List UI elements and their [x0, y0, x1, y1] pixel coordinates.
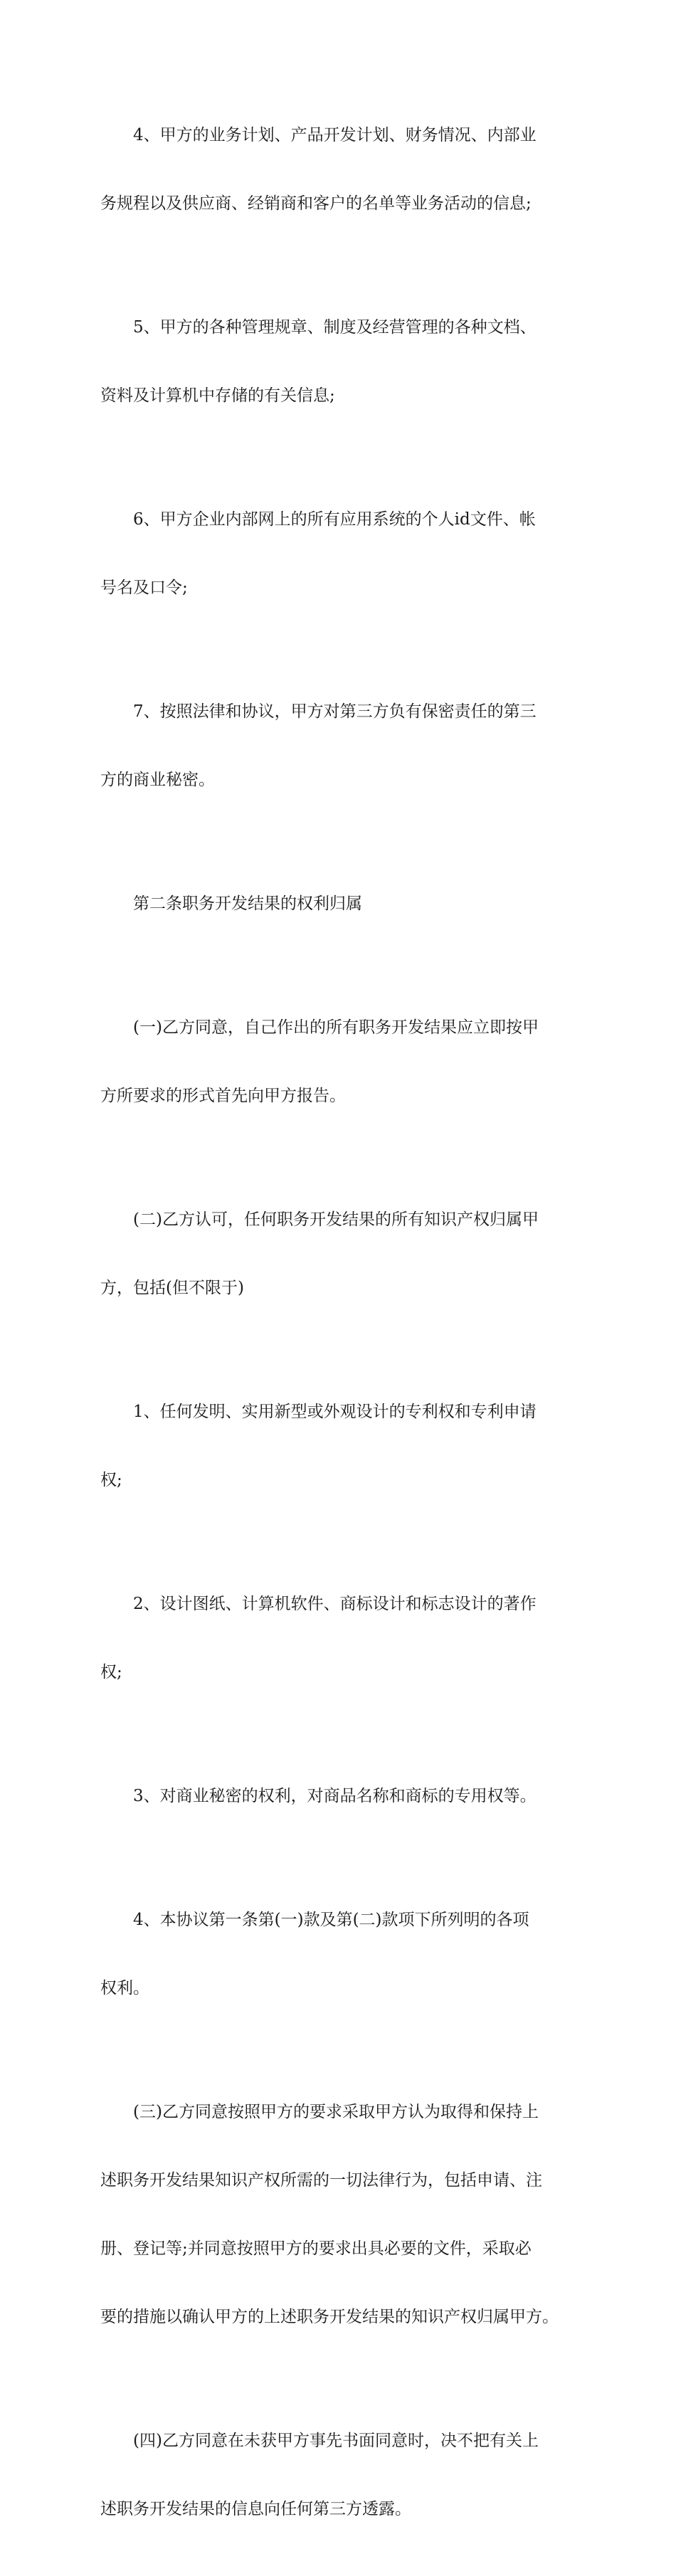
paragraph-line: (二)乙方认可，任何职务开发结果的所有知识产权归属甲	[133, 1210, 539, 1229]
paragraph-line: 号名及口令;	[100, 579, 188, 597]
paragraph-line: 1、任何发明、实用新型或外观设计的专利权和专利申请	[133, 1403, 537, 1421]
paragraph-line: 务规程以及供应商、经销商和客户的名单等业务活动的信息;	[100, 194, 532, 213]
paragraph-line: (三)乙方同意按照甲方的要求采取甲方认为取得和保持上	[133, 2103, 539, 2121]
paragraph-clause-4-non-disclosure	[100, 2384, 591, 2566]
paragraph-line: 要的措施以确认甲方的上述职务开发结果的知识产权归属甲方。	[100, 2308, 559, 2326]
paragraph-line: 权;	[100, 1663, 122, 1682]
paragraph-line: 方所要求的形式首先向甲方报告。	[100, 1087, 346, 1105]
paragraph-item-6-intranet-accounts	[100, 463, 591, 645]
paragraph-line: 述职务开发结果知识产权所需的一切法律行为，包括申请、注	[100, 2171, 542, 2190]
paragraph-item-4-business-plans	[100, 78, 591, 260]
paragraph-line: 权利。	[100, 1979, 149, 1997]
paragraph-line: 5、甲方的各种管理规章、制度及经营管理的各种文档、	[133, 318, 537, 337]
paragraph-clause-1-report	[100, 971, 591, 1153]
paragraph-line: 7、按照法律和协议，甲方对第三方负有保密责任的第三	[133, 702, 537, 721]
paragraph-line: 权;	[100, 1471, 122, 1489]
paragraph-item-4-listed-rights	[100, 1863, 591, 2045]
paragraph-clause-3-legal-acts	[100, 2055, 591, 2374]
section-heading-article-2	[100, 847, 591, 961]
paragraph-line: 2、设计图纸、计算机软件、商标设计和标志设计的著作	[133, 1595, 537, 1613]
paragraph-line: (四)乙方同意在未获甲方事先书面同意时，决不把有关上	[133, 2432, 539, 2450]
section-heading: 第二条职务开发结果的权利归属	[133, 894, 362, 913]
paragraph-line: 资料及计算机中存储的有关信息;	[100, 386, 335, 405]
paragraph-line: 方，包括(但不限于)	[100, 1279, 244, 1297]
paragraph-line: 4、本协议第一条第(一)款及第(二)款项下所列明的各项	[133, 1911, 529, 1929]
paragraph-item-5-management-rules	[100, 270, 591, 453]
paragraph-item-2-copyright	[100, 1547, 591, 1729]
paragraph-line: (一)乙方同意，自己作出的所有职务开发结果应立即按甲	[133, 1018, 539, 1037]
paragraph-line: 册、登记等;并同意按照甲方的要求出具必要的文件，采取必	[100, 2239, 532, 2258]
paragraph-clause-2-ownership	[100, 1163, 591, 1345]
paragraph-line: 6、甲方企业内部网上的所有应用系统的个人id文件、帐	[133, 510, 536, 529]
paragraph-line: 3、对商业秘密的权利，对商品名称和商标的专用权等。	[133, 1787, 537, 1805]
paragraph-line: 方的商业秘密。	[100, 771, 215, 789]
paragraph-item-1-patents	[100, 1355, 591, 1537]
paragraph-line: 4、甲方的业务计划、产品开发计划、财务情况、内部业	[133, 126, 537, 144]
paragraph-item-3-trade-secrets	[100, 1739, 591, 1853]
document-body	[100, 78, 591, 2576]
paragraph-item-7-third-party-secrets	[100, 655, 591, 837]
paragraph-line: 述职务开发结果的信息向任何第三方透露。	[100, 2500, 411, 2518]
